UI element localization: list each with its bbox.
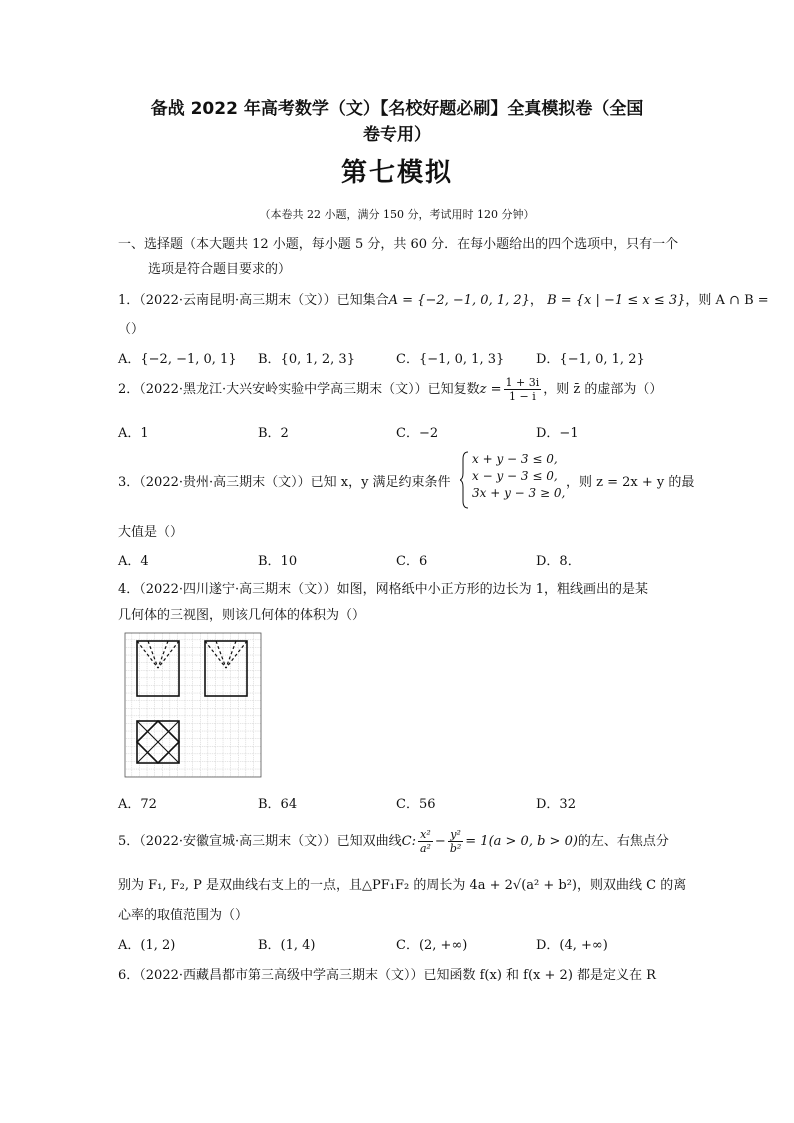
- q5-y-num: y²: [448, 828, 463, 842]
- question-1-paren: （）: [118, 322, 145, 337]
- exam-title-line2: 卷专用）: [363, 125, 431, 145]
- q3-constraint-2: x − y − 3 ≤ 0,: [472, 469, 558, 483]
- q5-x-fraction: [418, 828, 433, 855]
- q3-option-c[interactable]: C．6: [396, 554, 428, 569]
- q5-y-fraction: [448, 828, 463, 855]
- q4-option-c[interactable]: C．56: [396, 797, 436, 812]
- exam-note: （本卷共 22 小题，满分 150 分，考试用时 120 分钟）: [259, 208, 535, 221]
- q2-option-b[interactable]: B．2: [258, 426, 289, 441]
- q5-option-a[interactable]: A．(1, 2): [118, 938, 176, 953]
- q1-set-b: B = {x | −1 ≤ x ≤ 3}: [547, 293, 686, 308]
- question-3-tail: ，则 z = 2x + y 的最: [566, 475, 695, 490]
- q1-tail: ，则 A ∩ B =: [685, 293, 769, 308]
- q5-c: C:: [401, 834, 416, 849]
- q1-option-c[interactable]: C．{−1, 0, 1, 3}: [396, 352, 505, 367]
- q4-option-d[interactable]: D．32: [536, 797, 576, 812]
- question-4-line1: 4．（2022·四川遂宁·高三期末（文））如图，网格纸中小正方形的边长为 1，粗线画出的是某: [118, 582, 649, 597]
- q5-x-den: a²: [419, 842, 431, 855]
- exam-title-line1: 备战 2022 年高考数学（文）【名校好题必刷】全真模拟卷（全国: [150, 99, 644, 119]
- q5-stem-text: 5．（2022·安徽宣城·高三期末（文））已知双曲线: [118, 834, 402, 849]
- q3-constraints: [472, 451, 565, 502]
- question-4-line2: 几何体的三视图，则该几何体的体积为（）: [118, 608, 366, 623]
- exam-subtitle: 第七模拟: [340, 158, 453, 188]
- section-heading-line1: 一、选择题（本大题共 12 小题，每小题 5 分，共 60 分．在每小题给出的四个选项中，只有一个: [118, 237, 679, 252]
- q3-option-d[interactable]: D．8．: [536, 554, 581, 569]
- q1-option-d[interactable]: D．{−1, 0, 1, 2}: [536, 352, 645, 367]
- question-5-stem: 5．（2022·安徽宣城·高三期末（文））已知双曲线C: $\frac{\text{x²}}{\text{a²}}$ − $\frac{\text{y²}}{\text{b²}}$ = 1(a > 0, b > 0)的左、右焦点分: [118, 828, 669, 855]
- question-5-line3: 心率的取值范围为（）: [118, 908, 249, 923]
- q3-option-b[interactable]: B．10: [258, 554, 298, 569]
- q5-option-b[interactable]: B．(1, 4): [258, 938, 316, 953]
- q2-tail: ，则 z̄ 的虚部为（）: [543, 382, 663, 397]
- q2-option-a[interactable]: A．1: [118, 426, 149, 441]
- q1-set-a: A = {−2, −1, 0, 1, 2}: [388, 293, 530, 308]
- q4-option-a[interactable]: A．72: [118, 797, 157, 812]
- q1-option-b[interactable]: B．{0, 1, 2, 3}: [258, 352, 355, 367]
- q2-stem-text: 2．（2022·黑龙江·大兴安岭实验中学高三期末（文））已知复数: [118, 382, 480, 397]
- q1-sep: ，: [529, 293, 543, 308]
- section-heading-line2: 选项是符合题目要求的）: [148, 262, 292, 277]
- q2-numerator: 1 + 3i: [505, 376, 540, 389]
- question-2-stem: [118, 376, 662, 403]
- question-3-stem: 3．（2022·贵州·高三期末（文））已知 x，y 满足约束条件: [118, 475, 451, 490]
- q5-tail: 的左、右焦点分: [577, 834, 669, 849]
- q2-fraction: [504, 376, 542, 403]
- q2-denominator: 1 − i: [509, 390, 536, 403]
- q2-option-c[interactable]: C．−2: [396, 426, 439, 441]
- question-3-line2: 大值是（）: [118, 525, 184, 540]
- q2-z: z =: [479, 382, 502, 397]
- q5-y-den: b²: [449, 842, 462, 855]
- q3-constraint-1: x + y − 3 ≤ 0,: [472, 452, 558, 466]
- question-5-line2: 别为 F₁, F₂, P 是双曲线右支上的一点，且△PF₁F₂ 的周长为 4a + 2√(a² + b²)，则双曲线 C 的离: [118, 878, 687, 893]
- q3-option-a[interactable]: A．4: [118, 554, 149, 569]
- q5-rhs: = 1(a > 0, b > 0): [465, 834, 578, 849]
- exam-title: [0, 96, 794, 148]
- q1-stem-text: 1．（2022·云南昆明·高三期末（文））已知集合: [118, 293, 389, 308]
- question-1-stem: [118, 289, 769, 308]
- q3-constraint-3: 3x + y − 3 ≥ 0,: [472, 486, 566, 500]
- three-view-figure: [124, 632, 262, 778]
- question-6-line1: 6．（2022·西藏昌都市第三高级中学高三期末（文））已知函数 f(x) 和 f(x + 2) 都是定义在 R: [118, 968, 656, 983]
- q3-brace: [460, 451, 470, 509]
- q1-option-a[interactable]: A．{−2, −1, 0, 1}: [118, 352, 237, 367]
- q5-x-num: x²: [418, 828, 433, 842]
- q5-option-c[interactable]: C．(2, +∞): [396, 938, 468, 953]
- grid-paper: [125, 633, 261, 777]
- q2-option-d[interactable]: D．−1: [536, 426, 579, 441]
- q5-option-d[interactable]: D．(4, +∞): [536, 938, 608, 953]
- q4-option-b[interactable]: B．64: [258, 797, 298, 812]
